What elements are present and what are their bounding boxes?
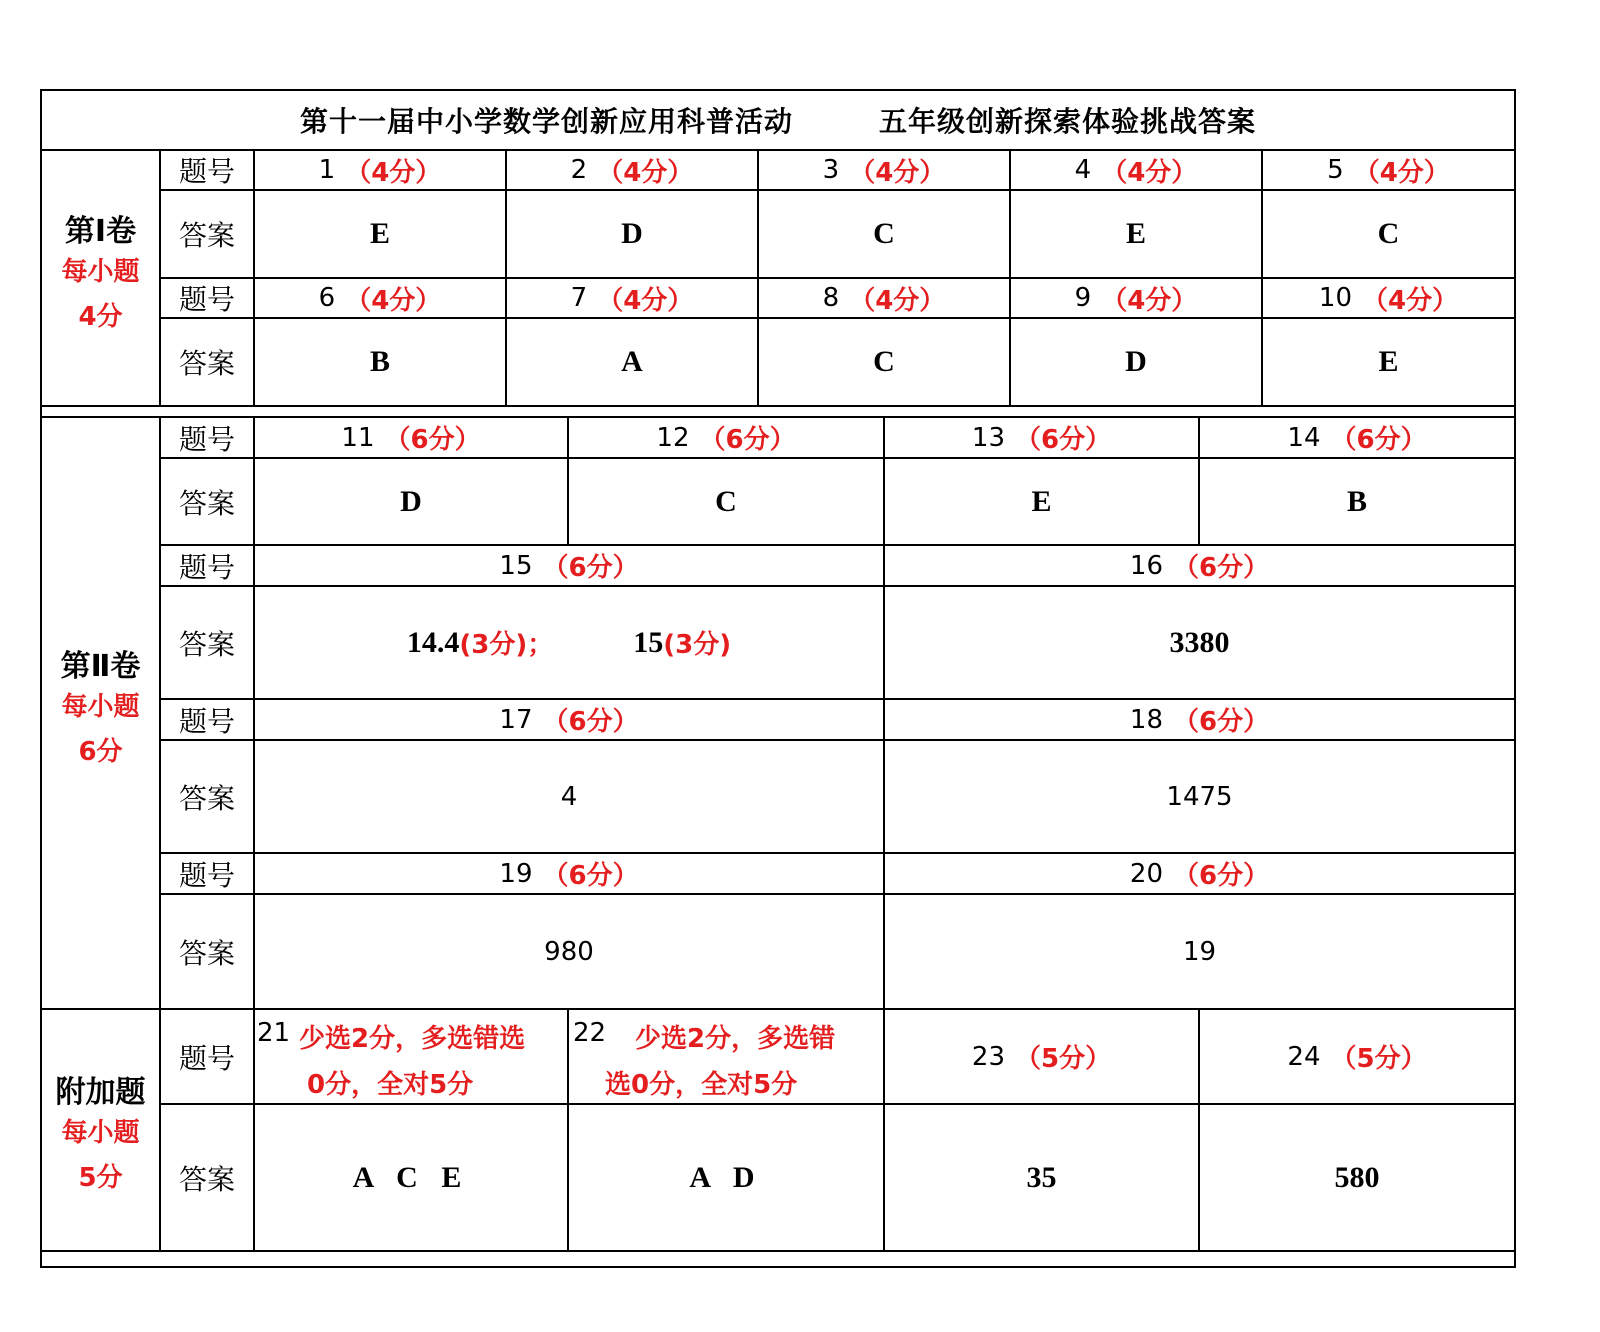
answer-label: 答案: [178, 627, 235, 661]
question-number: 23: [971, 1041, 1005, 1072]
question-points: （6分）: [1173, 553, 1270, 583]
question-label: 题号: [178, 858, 235, 892]
question-points: （4分）: [1101, 157, 1198, 188]
section2-header: [42, 418, 159, 1008]
question-number-cell: [885, 418, 1198, 457]
question-points: （6分）: [384, 425, 481, 455]
question-number-cell: [255, 546, 883, 585]
question-points: （4分）: [849, 157, 946, 188]
question-number-cell: [507, 151, 757, 189]
question-number: 20: [1129, 858, 1163, 889]
question-points: （6分）: [542, 861, 639, 891]
answer-value: E: [1125, 217, 1146, 250]
question-number-cell: [885, 1010, 1198, 1103]
answer-value: 15: [633, 625, 664, 659]
question-number-cell: [1200, 418, 1514, 457]
answer-value: E: [1031, 484, 1052, 518]
question-number-cell: [1200, 1010, 1514, 1103]
question-number: 21: [257, 1018, 291, 1048]
question-number: 5: [1327, 155, 1344, 185]
question-number: 22: [573, 1018, 607, 1048]
question-number-cell: [255, 279, 505, 317]
answer-value: D: [1125, 345, 1147, 378]
question-number: 10: [1318, 283, 1352, 313]
answer-value: 14.4: [406, 625, 460, 659]
answer-value: E: [369, 217, 390, 250]
answer-value: 19: [1182, 936, 1217, 967]
question-number: 1: [318, 155, 336, 185]
question-number-cell: [507, 279, 757, 317]
question-label: 题号: [178, 155, 235, 188]
question-number-cell: [1263, 279, 1514, 317]
question-number: 18: [1129, 704, 1163, 735]
section1-header: [42, 151, 159, 405]
question-points: （4分）: [1362, 285, 1459, 316]
answer-label: 答案: [178, 936, 235, 970]
question-21-cell: [255, 1010, 567, 1103]
question-points: （4分）: [345, 157, 442, 188]
question-points: （5分）: [1015, 1044, 1112, 1074]
answer-value: B: [1346, 484, 1367, 518]
section1-points: 4分: [78, 302, 123, 333]
question-label: 题号: [178, 1041, 235, 1075]
question-points: （6分）: [1330, 425, 1427, 455]
question-number: 6: [318, 283, 336, 313]
question-points: （4分）: [345, 285, 442, 316]
bonus-header: [42, 1010, 159, 1250]
question-number: 14: [1287, 422, 1321, 453]
question-number: 24: [1287, 1041, 1321, 1072]
question-number: 8: [822, 283, 840, 313]
answer-label: 答案: [178, 486, 235, 520]
answer-15-cell: [255, 587, 883, 698]
question-number-cell: [255, 854, 883, 893]
section2-name: 第Ⅱ卷: [60, 649, 141, 685]
answer-value: E: [1378, 345, 1399, 378]
question-number-cell: [1263, 151, 1514, 189]
question-label: 题号: [178, 550, 235, 584]
question-label: 题号: [178, 283, 235, 316]
question-points: （4分）: [1101, 285, 1198, 316]
answer-value: A C E: [352, 1160, 470, 1194]
bonus-points: 5分: [78, 1163, 123, 1194]
section1-name: 第Ⅰ卷: [64, 214, 137, 250]
question-points: （5分）: [1330, 1044, 1427, 1074]
section1-per: 每小题: [61, 256, 140, 287]
question-number: 12: [656, 422, 690, 453]
question-number-cell: [885, 854, 1514, 893]
question-points: （6分）: [699, 425, 796, 455]
partial-points: (3分)；: [459, 630, 554, 660]
question-label: 题号: [178, 422, 235, 456]
answer-value: 1475: [1166, 781, 1233, 812]
question-22-cell: [569, 1010, 883, 1103]
question-points: （6分）: [1173, 861, 1270, 891]
question-number: 11: [341, 422, 375, 453]
question-number-cell: [885, 546, 1514, 585]
answer-value: 980: [544, 936, 594, 967]
answer-value: A D: [689, 1160, 763, 1194]
answer-value: C: [873, 217, 895, 250]
answer-value: A: [621, 345, 643, 378]
question-number: 13: [971, 422, 1005, 453]
question-number-cell: [759, 279, 1009, 317]
partial-points: (3分): [663, 630, 732, 660]
answer-label: 答案: [178, 781, 235, 815]
scoring-rule: 选0分，全对5分: [605, 1070, 798, 1100]
question-number: 16: [1129, 550, 1163, 581]
scoring-rule: 少选2分，多选错: [635, 1024, 836, 1054]
question-number-cell: [1011, 151, 1261, 189]
question-number: 2: [570, 155, 588, 185]
answer-value: C: [873, 345, 895, 378]
answer-value: 4: [560, 781, 578, 812]
answer-label: 答案: [178, 1162, 235, 1196]
question-number: 17: [499, 704, 533, 735]
bonus-name: 附加题: [55, 1075, 146, 1111]
answer-value: C: [715, 484, 737, 518]
question-number: 3: [822, 155, 840, 185]
answer-value: D: [400, 484, 422, 518]
question-points: （4分）: [849, 285, 946, 316]
question-number-cell: [1011, 279, 1261, 317]
question-points: （4分）: [597, 157, 694, 188]
section2-points: 6分: [78, 737, 123, 768]
question-points: （4分）: [1353, 157, 1450, 188]
answer-label: 答案: [178, 219, 235, 252]
answer-value: C: [1377, 217, 1400, 250]
question-points: （6分）: [1173, 707, 1270, 737]
question-points: （6分）: [1015, 425, 1112, 455]
question-points: （6分）: [542, 553, 639, 583]
bonus-per: 每小题: [61, 1117, 140, 1148]
answer-value: 580: [1334, 1160, 1380, 1194]
scoring-rule: 0分，全对5分: [307, 1070, 474, 1100]
question-number: 7: [570, 283, 588, 313]
answer-value: B: [369, 345, 390, 378]
sheet-title: 第十一届中小学数学创新应用科普活动 五年级创新探索体验挑战答案: [300, 105, 1256, 138]
question-number-cell: [255, 700, 883, 739]
answer-value: D: [621, 217, 643, 250]
question-number: 4: [1074, 155, 1092, 185]
answer-label: 答案: [178, 347, 235, 380]
question-number-cell: [885, 700, 1514, 739]
section2-per: 每小题: [61, 691, 140, 722]
question-number-cell: [255, 151, 505, 189]
question-number: 9: [1074, 283, 1092, 313]
question-number: 15: [499, 550, 533, 581]
answer-value: 35: [1026, 1160, 1057, 1194]
question-number-cell: [759, 151, 1009, 189]
question-number-cell: [569, 418, 883, 457]
question-label: 题号: [178, 704, 235, 738]
scoring-rule: 少选2分，多选错选: [299, 1024, 526, 1054]
question-number-cell: [255, 418, 567, 457]
question-points: （4分）: [597, 285, 694, 316]
answer-value: 3380: [1169, 625, 1230, 659]
question-number: 19: [499, 858, 533, 889]
question-points: （6分）: [542, 707, 639, 737]
